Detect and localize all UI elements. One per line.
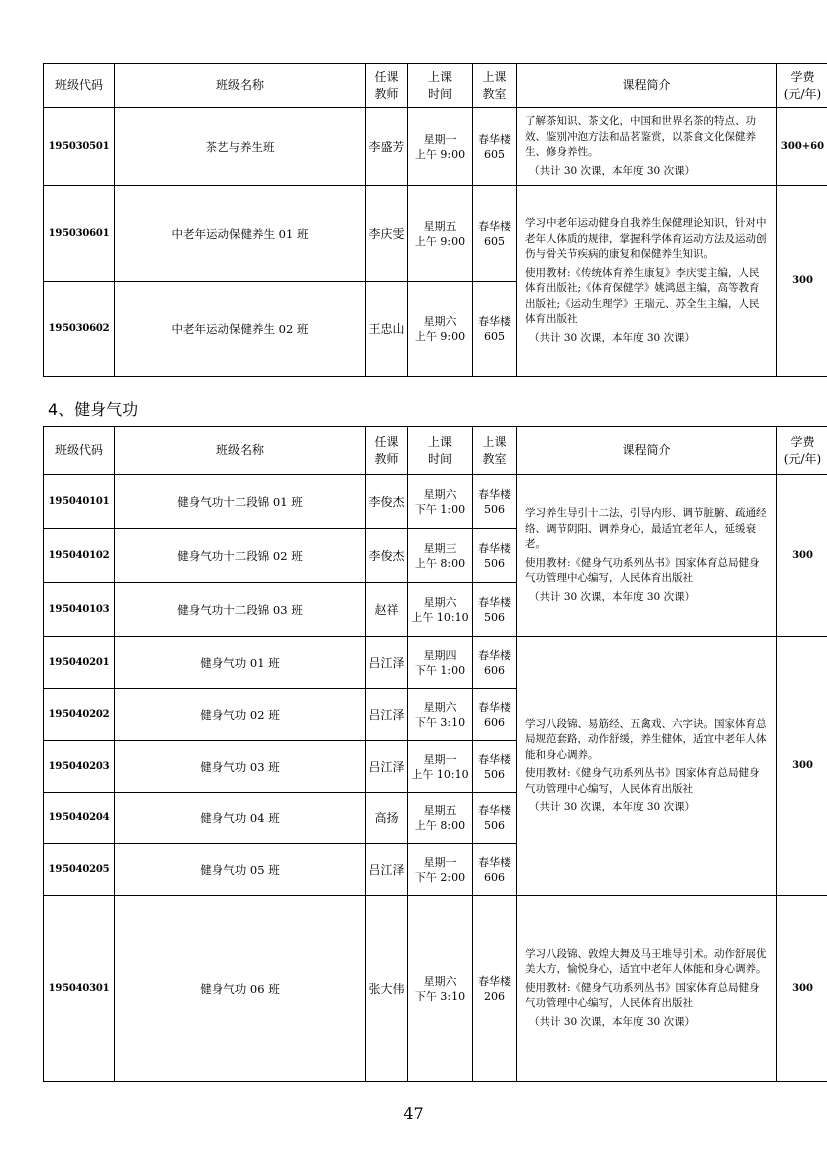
class-time: 星期一 上午 9:00 xyxy=(408,108,473,186)
header-code: 班级代码 xyxy=(44,427,115,475)
table-row xyxy=(44,186,827,282)
table-row xyxy=(44,637,827,689)
course-table-qigong xyxy=(43,426,827,1082)
header-fee: 学费 (元/年) xyxy=(777,427,827,475)
course-description: 学习八段锦、易筋经、五禽戏、六字诀。国家体育总局规范套路，动作舒缓，养生健体，适宜中老年人体能和身心调养。 使用教材:《健身气功系列丛书》国家体育总局健身气功管理中心编写，人民体育出版社 （共计 30 次课，本年度 30 次课） xyxy=(517,637,777,896)
class-room: 春华楼 606 xyxy=(473,689,517,741)
class-room: 春华楼 506 xyxy=(473,529,517,583)
class-name: 健身气功十二段锦 02 班 xyxy=(115,529,366,583)
tuition-fee: 300 xyxy=(777,186,827,377)
class-room: 春华楼 606 xyxy=(473,637,517,689)
class-time: 星期一 下午 2:00 xyxy=(408,844,473,896)
teacher-name: 吕江泽 xyxy=(366,844,408,896)
table-header-row xyxy=(44,427,827,475)
class-code: 195040203 xyxy=(44,741,115,793)
header-time: 上课 时间 xyxy=(408,427,473,475)
class-code: 195040201 xyxy=(44,637,115,689)
tuition-fee: 300 xyxy=(777,475,827,637)
header-teacher: 任课 教师 xyxy=(366,64,408,108)
class-name: 健身气功 02 班 xyxy=(115,689,366,741)
course-table-health xyxy=(43,63,827,377)
class-name: 健身气功十二段锦 03 班 xyxy=(115,583,366,637)
class-name: 健身气功 04 班 xyxy=(115,793,366,844)
class-room: 春华楼 605 xyxy=(473,108,517,186)
teacher-name: 赵祥 xyxy=(366,583,408,637)
class-code: 195030602 xyxy=(44,282,115,377)
class-room: 春华楼 506 xyxy=(473,741,517,793)
header-fee: 学费 (元/年) xyxy=(777,64,827,108)
table-row xyxy=(44,108,827,186)
course-description: 了解茶知识、茶文化，中国和世界名茶的特点、功效、鉴别冲泡方法和品茗鉴赏，以茶食文化保健养生、修身养性。 （共计 30 次课，本年度 30 次课） xyxy=(517,108,777,186)
class-code: 195040101 xyxy=(44,475,115,529)
class-name: 中老年运动保健养生 02 班 xyxy=(115,282,366,377)
class-name: 中老年运动保健养生 01 班 xyxy=(115,186,366,282)
header-name: 班级名称 xyxy=(115,427,366,475)
course-description: 学习养生导引十二法，引导内形、调节脏腑、疏通经络、调节阴阳、调养身心，最适宜老年人，延缓衰老。 使用教材:《健身气功系列丛书》国家体育总局健身气功管理中心编写，人民体育出版社 （共计 30 次课，本年度 30 次课） xyxy=(517,475,777,637)
class-name: 茶艺与养生班 xyxy=(115,108,366,186)
header-name: 班级名称 xyxy=(115,64,366,108)
tuition-fee: 300 xyxy=(777,637,827,896)
header-room: 上课 教室 xyxy=(473,64,517,108)
class-code: 195030601 xyxy=(44,186,115,282)
class-room: 春华楼 606 xyxy=(473,844,517,896)
class-code: 195030501 xyxy=(44,108,115,186)
teacher-name: 李庆雯 xyxy=(366,186,408,282)
class-code: 195040204 xyxy=(44,793,115,844)
class-time: 星期五 上午 9:00 xyxy=(408,186,473,282)
page-number: 47 xyxy=(403,1104,424,1123)
header-code: 班级代码 xyxy=(44,64,115,108)
class-name: 健身气功 01 班 xyxy=(115,637,366,689)
class-time: 星期三 上午 8:00 xyxy=(408,529,473,583)
teacher-name: 李盛芳 xyxy=(366,108,408,186)
teacher-name: 王忠山 xyxy=(366,282,408,377)
teacher-name: 吕江泽 xyxy=(366,741,408,793)
teacher-name: 吕江泽 xyxy=(366,637,408,689)
class-time: 星期六 上午 10:10 xyxy=(408,583,473,637)
class-time: 星期四 下午 1:00 xyxy=(408,637,473,689)
class-code: 195040102 xyxy=(44,529,115,583)
header-teacher: 任课 教师 xyxy=(366,427,408,475)
class-name: 健身气功 05 班 xyxy=(115,844,366,896)
class-code: 195040202 xyxy=(44,689,115,741)
class-code: 195040301 xyxy=(44,896,115,1082)
class-room: 春华楼 206 xyxy=(473,896,517,1082)
table-header-row xyxy=(44,64,827,108)
class-name: 健身气功 06 班 xyxy=(115,896,366,1082)
class-time: 星期六 上午 9:00 xyxy=(408,282,473,377)
class-room: 春华楼 506 xyxy=(473,793,517,844)
course-description: 学习中老年运动健身自我养生保健理论知识，针对中老年人体质的规律，掌握科学体育运动方法及运动创伤与骨关节疾病的康复和保健养生知识。 使用教材:《传统体育养生康复》李庆雯主编，人民体育出版社;《体育保健学》姚鸿恩主编，高等教育出版社;《运动生理学》王瑞元、苏全生主编，人民体育出版社 （共计 30 次课，本年度 30 次课） xyxy=(517,186,777,377)
teacher-name: 高扬 xyxy=(366,793,408,844)
class-code: 195040205 xyxy=(44,844,115,896)
class-time: 星期六 下午 3:10 xyxy=(408,896,473,1082)
class-name: 健身气功十二段锦 01 班 xyxy=(115,475,366,529)
class-room: 春华楼 506 xyxy=(473,583,517,637)
class-time: 星期一 上午 10:10 xyxy=(408,741,473,793)
class-code: 195040103 xyxy=(44,583,115,637)
class-room: 春华楼 605 xyxy=(473,186,517,282)
class-room: 春华楼 605 xyxy=(473,282,517,377)
header-time: 上课 时间 xyxy=(408,64,473,108)
header-desc: 课程简介 xyxy=(517,427,777,475)
teacher-name: 张大伟 xyxy=(366,896,408,1082)
table-row xyxy=(44,475,827,529)
section-title: 4、健身气功 xyxy=(48,400,139,419)
tuition-fee: 300+60 xyxy=(777,108,827,186)
class-time: 星期五 上午 8:00 xyxy=(408,793,473,844)
table-row xyxy=(44,896,827,1082)
class-time: 星期六 下午 3:10 xyxy=(408,689,473,741)
class-name: 健身气功 03 班 xyxy=(115,741,366,793)
teacher-name: 吕江泽 xyxy=(366,689,408,741)
course-description: 学习八段锦、敦煌大舞及马王堆导引术。动作舒展优美大方，愉悦身心，适宜中老年人体能和身心调养。 使用教材:《健身气功系列丛书》国家体育总局健身气功管理中心编写，人民体育出版社 （共计 30 次课，本年度 30 次课） xyxy=(517,896,777,1082)
teacher-name: 李俊杰 xyxy=(366,529,408,583)
tuition-fee: 300 xyxy=(777,896,827,1082)
class-room: 春华楼 506 xyxy=(473,475,517,529)
header-desc: 课程简介 xyxy=(517,64,777,108)
class-time: 星期六 下午 1:00 xyxy=(408,475,473,529)
teacher-name: 李俊杰 xyxy=(366,475,408,529)
header-room: 上课 教室 xyxy=(473,427,517,475)
